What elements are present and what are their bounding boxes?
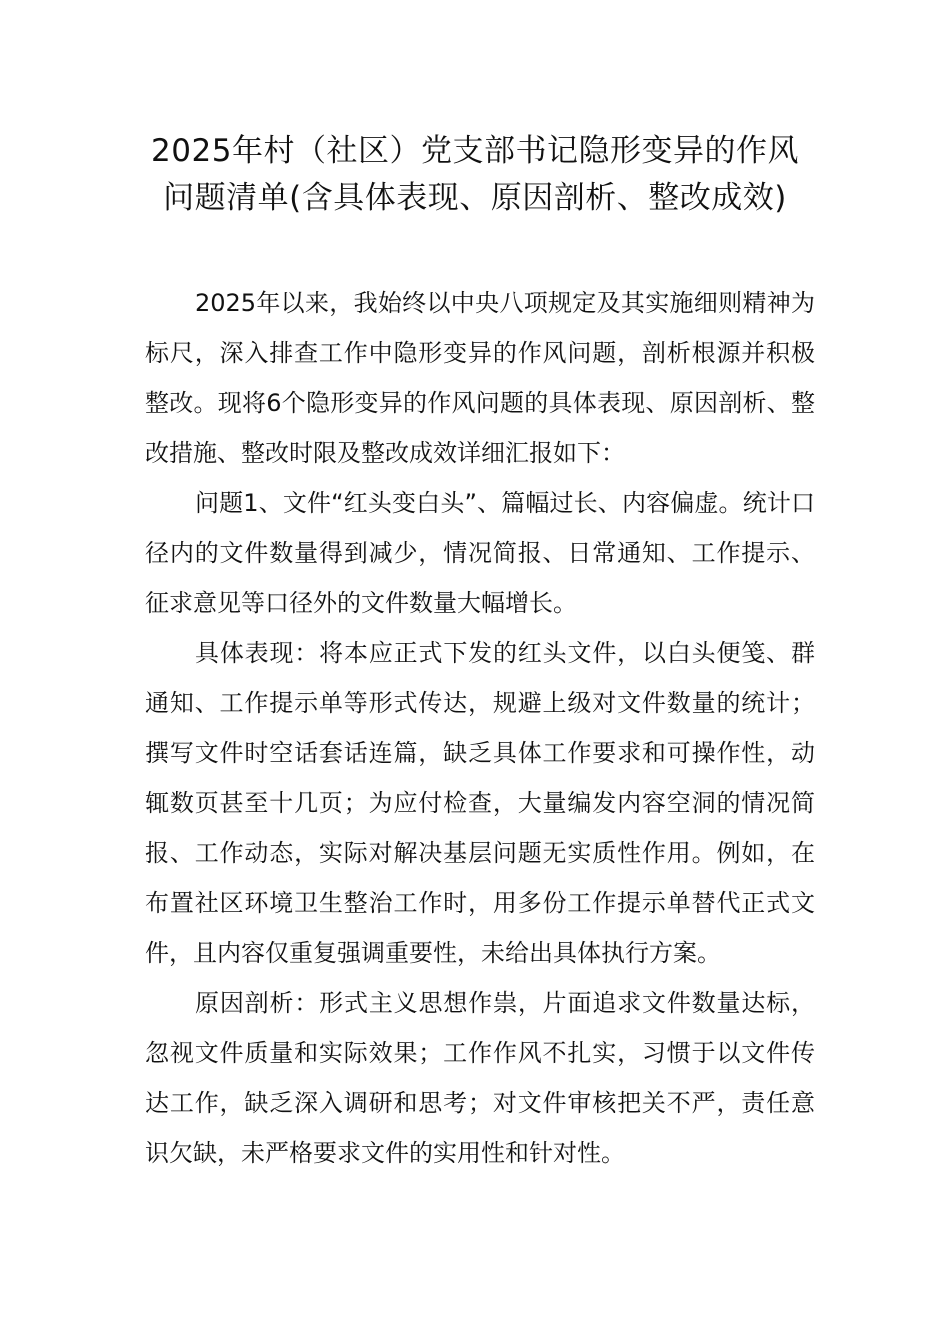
cause-analysis-paragraph: 原因剖析：形式主义思想作祟，片面追求文件数量达标，忽视文件质量和实际效果；工作作风不扎实，习惯于以文件传达工作，缺乏深入调研和思考；对文件审核把关不严，责任意识欠缺，未严格要求文件的实用性和针对性。 xyxy=(145,989,815,1167)
problem-1-paragraph: 问题1、文件“红头变白头”、篇幅过长、内容偏虚。统计口径内的文件数量得到减少，情况简报、日常通知、工作提示、征求意见等口径外的文件数量大幅增长。 xyxy=(145,489,815,617)
document-body xyxy=(145,278,815,1178)
document-title: 2025年村（社区）党支部书记隐形变异的作风问题清单(含具体表现、原因剖析、整改成效) xyxy=(151,133,799,216)
specific-performance-paragraph: 具体表现：将本应正式下发的红头文件，以白头便笺、群通知、工作提示单等形式传达，规避上级对文件数量的统计；撰写文件时空话套话连篇，缺乏具体工作要求和可操作性，动辄数页甚至十几页；为应付检查，大量编发内容空洞的情况简报、工作动态，实际对解决基层问题无实质性作用。例如，在布置社区环境卫生整治工作时，用多份工作提示单替代正式文件，且内容仅重复强调重要性，未给出具体执行方案。 xyxy=(145,639,815,967)
intro-paragraph: 2025年以来，我始终以中央八项规定及其实施细则精神为标尺，深入排查工作中隐形变异的作风问题，剖析根源并积极整改。现将6个隐形变异的作风问题的具体表现、原因剖析、整改措施、整改时限及整改成效详细汇报如下： xyxy=(145,289,815,467)
